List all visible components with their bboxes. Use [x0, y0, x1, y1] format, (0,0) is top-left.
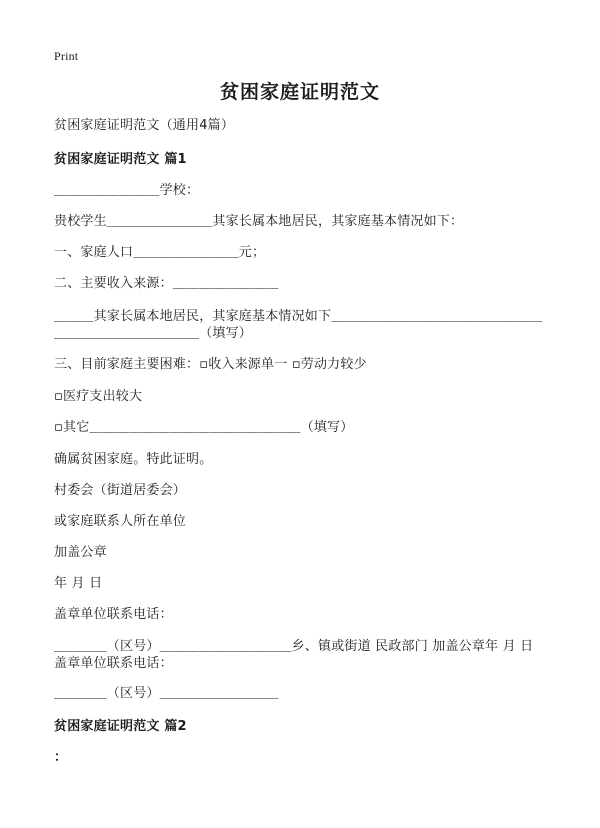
paragraph-contact-phone: 盖章单位联系电话：	[54, 607, 173, 622]
paragraph-official-seal: 加盖公章	[54, 545, 107, 560]
section-heading-2: 贫困家庭证明范文 篇2	[54, 719, 187, 734]
paragraph-difficulties: 三、目前家庭主要困难：▫收入来源单一 ▫劳动力较少	[54, 357, 367, 372]
paragraph-family-info: ＿＿＿其家长属本地居民，其家庭基本情况如下＿＿＿＿＿＿＿＿＿＿＿＿＿＿＿＿	[54, 309, 543, 324]
paragraph-contact-phone-2: 盖章单位联系电话：	[54, 656, 173, 671]
paragraph-village-committee: 村委会（街道居委会）	[54, 483, 187, 498]
paragraph-family-size: 一、家庭人口＿＿＿＿＿＿＿＿元；	[54, 245, 266, 260]
paragraph-student: 贵校学生＿＿＿＿＿＿＿＿其家长属本地居民，其家庭基本情况如下：	[54, 214, 464, 229]
paragraph-fill-in: ＿＿＿＿＿＿＿＿＿＿＿（填写）	[54, 326, 253, 341]
paragraph-colon: ：	[54, 750, 68, 765]
paragraph-medical: ▫医疗支出较大	[54, 389, 143, 404]
document-title: 贫困家庭证明范文	[219, 81, 380, 103]
paragraph-school: ＿＿＿＿＿＿＿＿学校：	[54, 183, 200, 198]
paragraph-area-code: ＿＿＿＿（区号）＿＿＿＿＿＿＿＿＿	[54, 686, 279, 701]
document-subtitle: 贫困家庭证明范文（通用4篇）	[54, 118, 235, 133]
paragraph-other: ▫其它＿＿＿＿＿＿＿＿＿＿＿＿＿＿＿＿（填写）	[54, 420, 354, 435]
paragraph-certify: 确属贫困家庭。特此证明。	[54, 452, 213, 467]
paragraph-employer: 或家庭联系人所在单位	[54, 514, 187, 529]
section-heading-1: 贫困家庭证明范文 篇1	[54, 152, 187, 167]
print-label: Print	[54, 49, 79, 63]
paragraph-area-code-civil-affairs: ＿＿＿＿（区号）＿＿＿＿＿＿＿＿＿＿乡、镇或街道 民政部门 加盖公章年 月 日	[54, 639, 534, 654]
paragraph-date: 年 月 日	[54, 576, 103, 591]
paragraph-income-source: 二、主要收入来源：＿＿＿＿＿＿＿＿	[54, 276, 279, 291]
